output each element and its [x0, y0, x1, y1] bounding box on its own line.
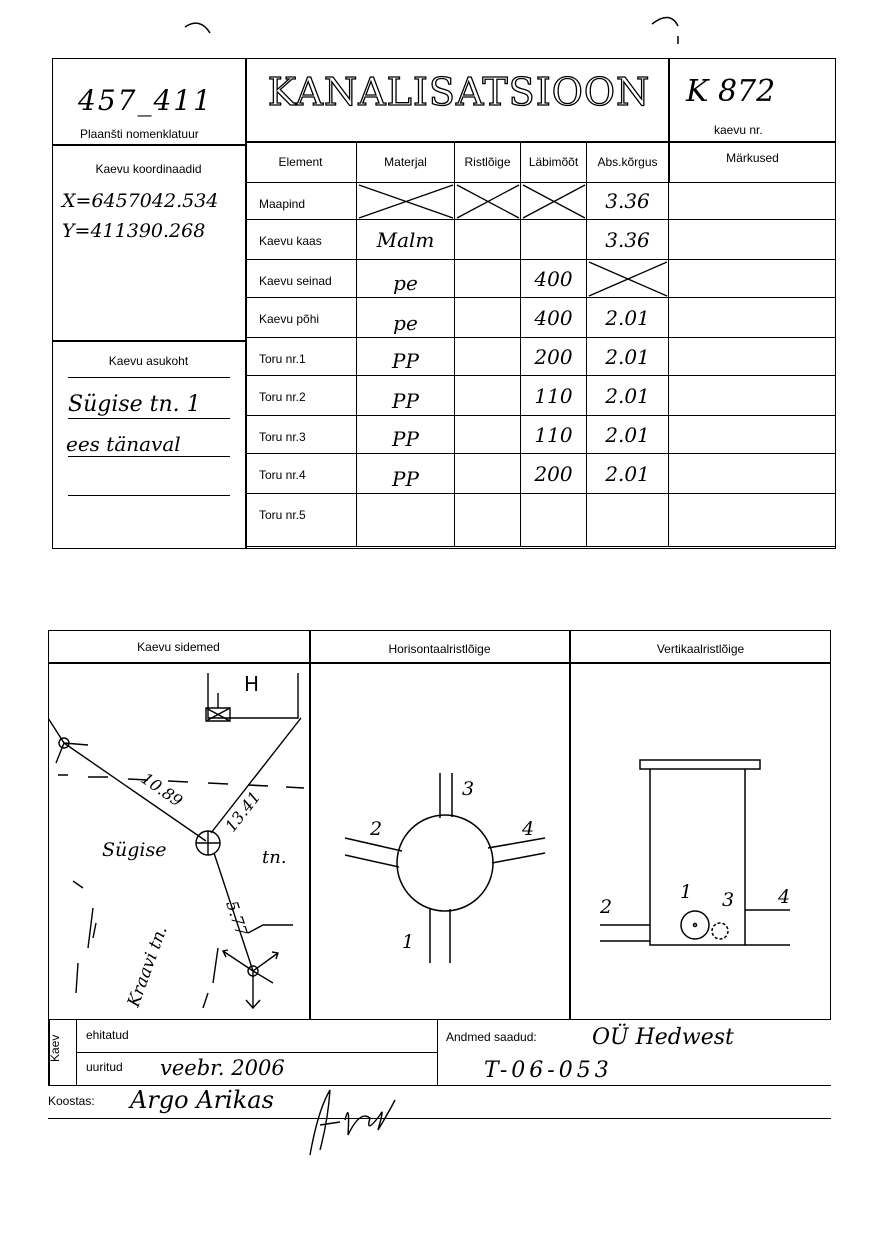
nomenclature-bottom-line — [52, 144, 245, 146]
table-cell-element: Kaevu põhi — [259, 312, 320, 326]
table-cell-material: Malm — [376, 227, 435, 252]
well-number-label: kaevu nr. — [714, 123, 763, 137]
table-cell-material: PP — [392, 427, 419, 451]
h-pipe-3: 3 — [462, 778, 475, 800]
table-cell — [669, 260, 836, 298]
table-cell — [455, 454, 521, 494]
compiled-label: Koostas: — [48, 1094, 95, 1108]
street-2-label: Kraavi tn. — [123, 923, 172, 1010]
table-cell — [521, 260, 587, 298]
table-cell-element: Toru nr.3 — [259, 430, 306, 444]
nomenclature-value: 457_411 — [78, 84, 213, 117]
table-cell-material: PP — [392, 467, 419, 491]
table-cell — [669, 416, 836, 454]
coordinates-label: Kaevu koordinaadid — [95, 162, 202, 176]
table-cell-diameter: 110 — [534, 422, 573, 447]
location-line-4 — [68, 495, 230, 496]
table-header-cell: Märkused — [669, 141, 836, 183]
table-cell-element: Kaevu seinad — [259, 274, 332, 288]
table-cell-material: PP — [392, 389, 419, 413]
table-cell — [455, 260, 521, 298]
table-cell — [587, 416, 669, 454]
table-cell — [357, 416, 455, 454]
data-source-label: Andmed saadud: — [446, 1030, 537, 1044]
table-cell-height: 2.01 — [605, 383, 650, 408]
well-number-value: K 872 — [686, 74, 776, 109]
table-cell-diameter: 200 — [534, 344, 573, 369]
data-source-value: OÜ Hedwest — [592, 1025, 734, 1050]
signature — [300, 1080, 410, 1160]
table-cell-height: 2.01 — [605, 344, 650, 369]
table-cell-element: Toru nr.2 — [259, 390, 306, 404]
table-cell — [521, 416, 587, 454]
horizontal-header: Horisontaalristlõige — [388, 642, 491, 656]
table-cell — [357, 298, 455, 338]
table-cell — [455, 298, 521, 338]
compiled-value: Argo Arikas — [130, 1086, 274, 1114]
table-header-cell: Ristlõige — [455, 141, 521, 183]
table-cell-material: pe — [393, 271, 418, 295]
table-cell-element: Maapind — [259, 197, 306, 211]
table-cell — [521, 338, 587, 376]
street-1-label: Sügise — [102, 839, 167, 861]
table-cell-diameter: 400 — [534, 305, 573, 330]
table-cell — [521, 220, 587, 260]
table-cell — [245, 416, 357, 454]
dist-label-3: 5.77 — [222, 898, 252, 939]
table-cell — [245, 494, 357, 547]
table-cell-height: 3.36 — [605, 227, 650, 252]
table-header-cell: Abs.kõrgus — [587, 141, 669, 183]
table-cell — [245, 220, 357, 260]
data-source-code: T-06-053 — [484, 1058, 613, 1083]
table-cell — [245, 338, 357, 376]
table-cell-diameter: 400 — [534, 266, 573, 291]
table-cell — [357, 220, 455, 260]
table-cell-material: PP — [392, 349, 419, 373]
table-cell — [455, 338, 521, 376]
corner-mark-left — [180, 15, 220, 40]
form-title: KANALISATSIOON — [267, 70, 651, 114]
built-label: ehitatud — [86, 1028, 129, 1042]
marker-h: H — [244, 672, 260, 696]
street-1-suffix: tn. — [262, 847, 287, 868]
table-cell-element: Toru nr.1 — [259, 352, 306, 366]
table-cell-height: 2.01 — [605, 422, 650, 447]
table-cell-diameter: 200 — [534, 461, 573, 486]
location-line-3 — [68, 456, 230, 457]
location-label: Kaevu asukoht — [108, 354, 189, 368]
table-cell — [521, 376, 587, 416]
dist-label-1: 10.89 — [137, 768, 187, 811]
table-cell — [669, 298, 836, 338]
table-cell — [357, 338, 455, 376]
table-cell — [245, 260, 357, 298]
surveyed-label: uuritud — [86, 1060, 123, 1074]
table-cell-height: 2.01 — [605, 305, 650, 330]
table-cell-height: 2.01 — [605, 461, 650, 486]
v-pipe-3: 3 — [722, 889, 735, 911]
table-cell — [587, 298, 669, 338]
nomenclature-label: Plaanšti nomenklatuur — [80, 127, 199, 141]
crossed-cell-mark — [455, 183, 521, 220]
crossed-cell-mark — [587, 260, 669, 298]
table-cell — [521, 454, 587, 494]
coordinate-x: X=6457042.534 — [62, 190, 219, 212]
table-cell — [357, 376, 455, 416]
table-cell — [669, 376, 836, 416]
table-cell — [587, 338, 669, 376]
v-pipe-4: 4 — [778, 886, 791, 908]
table-cell-diameter: 110 — [534, 383, 573, 408]
table-cell — [245, 183, 357, 220]
footer-row-line — [76, 1052, 437, 1053]
table-cell — [245, 454, 357, 494]
table-cell-element: Toru nr.5 — [259, 508, 306, 522]
surveyed-value: veebr. 2006 — [160, 1056, 285, 1080]
crossed-cell-mark — [521, 183, 587, 220]
crossed-cell-mark — [357, 183, 455, 220]
corner-mark-right — [648, 12, 688, 52]
location-line1: Sügise tn. 1 — [68, 392, 201, 417]
table-cell — [357, 454, 455, 494]
table-header-cell: Läbimõõt — [521, 141, 587, 183]
signature-line — [48, 1118, 831, 1119]
coordinate-y: Y=411390.268 — [62, 220, 206, 242]
table-cell — [455, 220, 521, 260]
location-line2: ees tänaval — [66, 432, 181, 456]
h-pipe-2: 2 — [370, 818, 383, 840]
dist-label-2: 13.41 — [221, 787, 265, 836]
vertical-header: Vertikaalristlõige — [656, 642, 745, 656]
table-cell — [455, 376, 521, 416]
vertical-section-sketch — [570, 663, 831, 1019]
table-cell — [587, 183, 669, 220]
location-top-line — [52, 340, 245, 342]
table-cell — [669, 338, 836, 376]
table-cell — [587, 220, 669, 260]
table-cell — [669, 494, 836, 547]
table-cell — [669, 183, 836, 220]
table-cell-element: Kaevu kaas — [259, 234, 322, 248]
horizontal-section-sketch — [310, 663, 569, 1019]
well-ties-sketch — [48, 663, 309, 1019]
table-cell — [521, 494, 587, 547]
table-cell — [357, 494, 455, 547]
table-cell — [357, 260, 455, 298]
h-pipe-1: 1 — [402, 931, 415, 953]
h-pipe-4: 4 — [522, 818, 535, 840]
table-cell — [587, 494, 669, 547]
table-cell — [669, 220, 836, 260]
location-line-2 — [68, 418, 230, 419]
v-pipe-2: 2 — [600, 896, 613, 918]
ties-header: Kaevu sidemed — [137, 640, 220, 654]
well-label: Kaev — [48, 1034, 62, 1062]
v-pipe-1: 1 — [680, 881, 693, 903]
table-cell — [455, 416, 521, 454]
table-cell — [587, 376, 669, 416]
table-cell — [245, 376, 357, 416]
table-cell — [521, 298, 587, 338]
footer-mid-divider — [437, 1020, 438, 1086]
table-cell — [455, 494, 521, 547]
table-cell-height: 3.36 — [605, 189, 650, 213]
table-cell — [669, 454, 836, 494]
table-cell — [245, 298, 357, 338]
table-header-cell: Element — [245, 141, 357, 183]
table-cell — [587, 454, 669, 494]
location-line-1 — [68, 377, 230, 378]
table-cell-material: pe — [393, 311, 418, 335]
table-cell-element: Toru nr.4 — [259, 468, 306, 482]
table-header-cell: Materjal — [357, 141, 455, 183]
